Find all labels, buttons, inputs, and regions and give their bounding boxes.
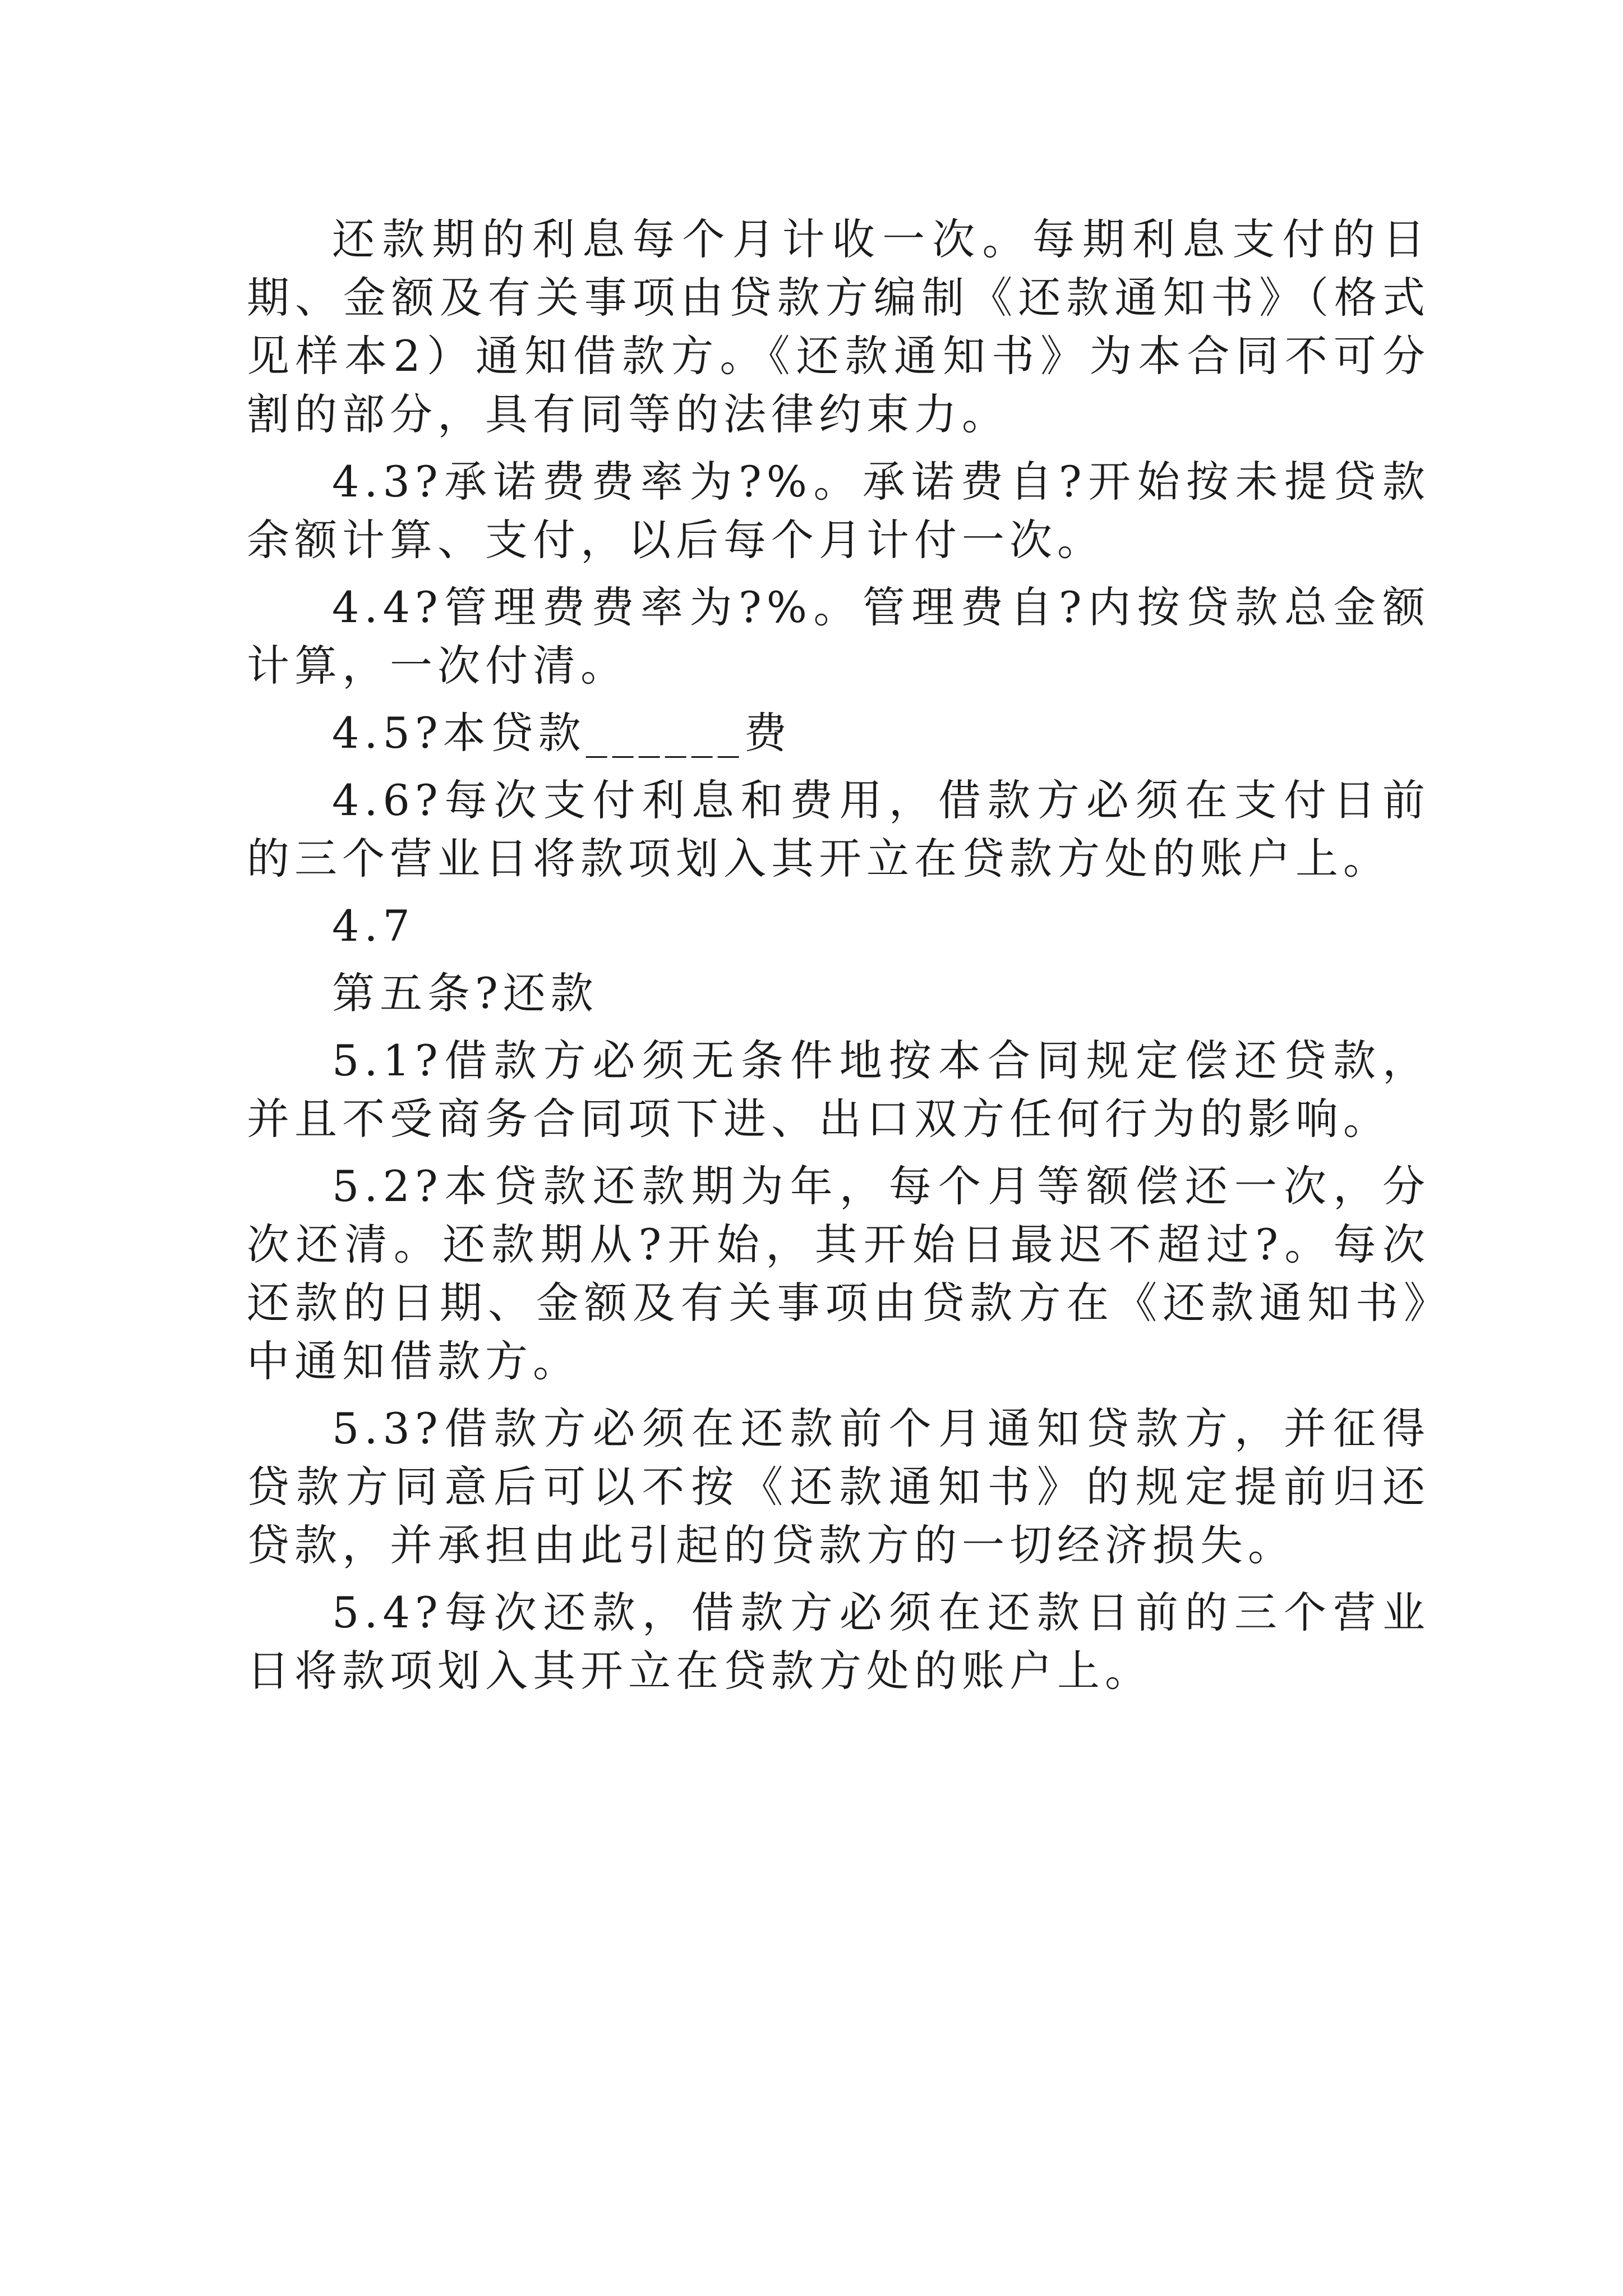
- article-5-heading: 第五条?还款: [332, 968, 598, 1018]
- paragraph-4-3-commitment-fee: 4.3?承诺费费率为?%。承诺费自?开始按未提贷款余额计算、支付，以后每个月计付一次。: [247, 457, 1430, 565]
- paragraph-4-5-other-fee: 4.5?本贷款______费: [332, 708, 792, 758]
- paragraph-5-1-unconditional-repayment: 5.1?借款方必须无条件地按本合同规定偿还贷款，并且不受商务合同项下进、出口双方任何行为的影响。: [247, 1036, 1430, 1144]
- paragraph-4-7: 4.7: [332, 901, 415, 951]
- paragraph-5-3-early-repayment: 5.3?借款方必须在还款前个月通知贷款方，并征得贷款方同意后可以不按《还款通知书》的规定提前归还贷款，并承担由此引起的贷款方的一切经济损失。: [247, 1404, 1430, 1570]
- paragraph-5-2-repayment-period: 5.2?本贷款还款期为年，每个月等额偿还一次，分次还清。还款期从?开始，其开始日最迟不超过?。每次还款的日期、金额及有关事项由贷款方在《还款通知书》中通知借款方。: [247, 1161, 1430, 1386]
- document-body: [247, 210, 1430, 1709]
- paragraph-interest-schedule: 还款期的利息每个月计收一次。每期利息支付的日期、金额及有关事项由贷款方编制《还款通知书》（格式见样本2）通知借款方。《还款通知书》为本合同不可分割的部分，具有同等的法律约束力。: [247, 214, 1430, 439]
- paragraph-5-4-repayment-deadline: 5.4?每次还款，借款方必须在还款日前的三个营业日将款项划入其开立在贷款方处的账户上。: [247, 1588, 1430, 1696]
- paragraph-4-4-management-fee: 4.4?管理费费率为?%。管理费自?内按贷款总金额计算，一次付清。: [247, 582, 1430, 691]
- paragraph-4-6-payment-deadline: 4.6?每次支付利息和费用，借款方必须在支付日前的三个营业日将款项划入其开立在贷款方处的账户上。: [247, 775, 1430, 884]
